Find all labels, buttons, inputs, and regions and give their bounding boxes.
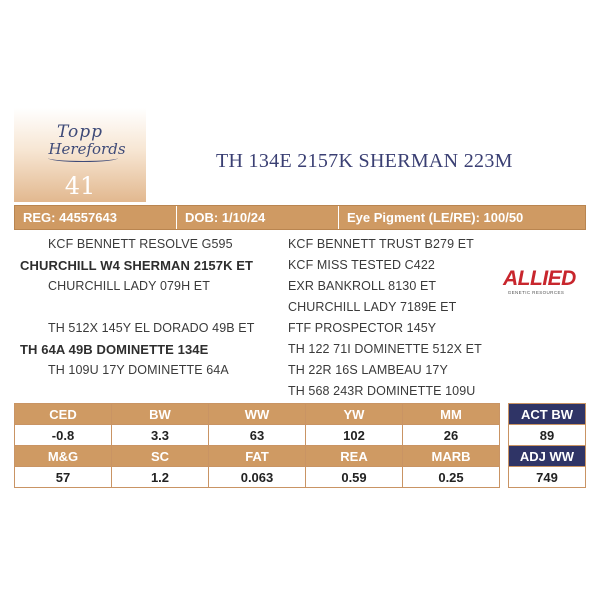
logo-line-2: Herefords [48,140,126,158]
allied-logo [503,267,576,300]
epd-header-sc: SC [112,446,209,467]
epd-value-bw: 3.3 [112,425,209,446]
epd-header-fat: FAT [209,446,306,467]
epd-header-ced: CED [15,404,112,425]
registration-number: REG: 44557643 [15,206,177,229]
pedigree-right-item: KCF BENNETT TRUST B279 ET [288,237,474,251]
epd-header-ww: WW [209,404,306,425]
pedigree-dam-dam: TH 109U 17Y DOMINETTE 64A [48,363,229,377]
epd-value-yw: 102 [306,425,403,446]
epd-header-row [15,446,500,467]
pedigree-right-item: EXR BANKROLL 8130 ET [288,279,437,293]
pedigree-sire: CHURCHILL W4 SHERMAN 2157K ET [20,258,254,273]
info-bar [14,205,586,230]
epd-value-row [15,467,500,488]
pedigree-sire-sire: KCF BENNETT RESOLVE G595 [48,237,233,251]
animal-name: TH 134E 2157K SHERMAN 223M [216,150,513,172]
allied-logo-tagline: GENETIC RESOURCES [507,290,565,295]
lot-number: 41 [64,172,96,200]
pedigree-right-item: TH 22R 16S LAMBEAU 17Y [288,363,448,377]
epd-value-mm: 26 [403,425,500,446]
act-bw-value: 89 [509,425,586,446]
eye-pigment: Eye Pigment (LE/RE): 100/50 [347,210,524,225]
lot-box [14,108,146,202]
logo-swash [48,154,118,162]
pedigree-right-item: TH 122 71I DOMINETTE 512X ET [288,342,482,356]
allied-logo-name: ALLIED [503,267,576,290]
pedigree-right-item: TH 568 243R DOMINETTE 109U [288,384,476,398]
epd-header-mg: M&G [15,446,112,467]
pedigree-right-item: KCF MISS TESTED C422 [288,258,435,272]
epd-header-mm: MM [403,404,500,425]
pedigree-right-item: FTF PROSPECTOR 145Y [288,321,437,335]
epd-value-sc: 1.2 [112,467,209,488]
logo-line-1: Topp [56,122,104,142]
epd-value-ww: 63 [209,425,306,446]
epd-header-rea: REA [306,446,403,467]
epd-value-fat: 0.063 [209,467,306,488]
epd-value-ced: -0.8 [15,425,112,446]
epd-header-marb: MARB [403,446,500,467]
date-of-birth: DOB: 1/10/24 [177,206,339,229]
epd-value-mg: 57 [15,467,112,488]
epd-header-row [15,404,500,425]
epd-value-marb: 0.25 [403,467,500,488]
pedigree-sire-dam: CHURCHILL LADY 079H ET [48,279,210,293]
pedigree-dam: TH 64A 49B DOMINETTE 134E [20,342,209,357]
epd-value-rea: 0.59 [306,467,403,488]
weights-table [508,403,586,488]
adj-ww-value: 749 [509,467,586,488]
pedigree-dam-sire: TH 512X 145Y EL DORADO 49B ET [48,321,255,335]
adj-ww-label: ADJ WW [509,446,586,467]
epd-table [14,403,500,488]
act-bw-label: ACT BW [509,404,586,425]
epd-value-row [15,425,500,446]
topp-herefords-logo [14,116,146,172]
epd-header-bw: BW [112,404,209,425]
epd-header-yw: YW [306,404,403,425]
pedigree-right-item: CHURCHILL LADY 7189E ET [288,300,457,314]
